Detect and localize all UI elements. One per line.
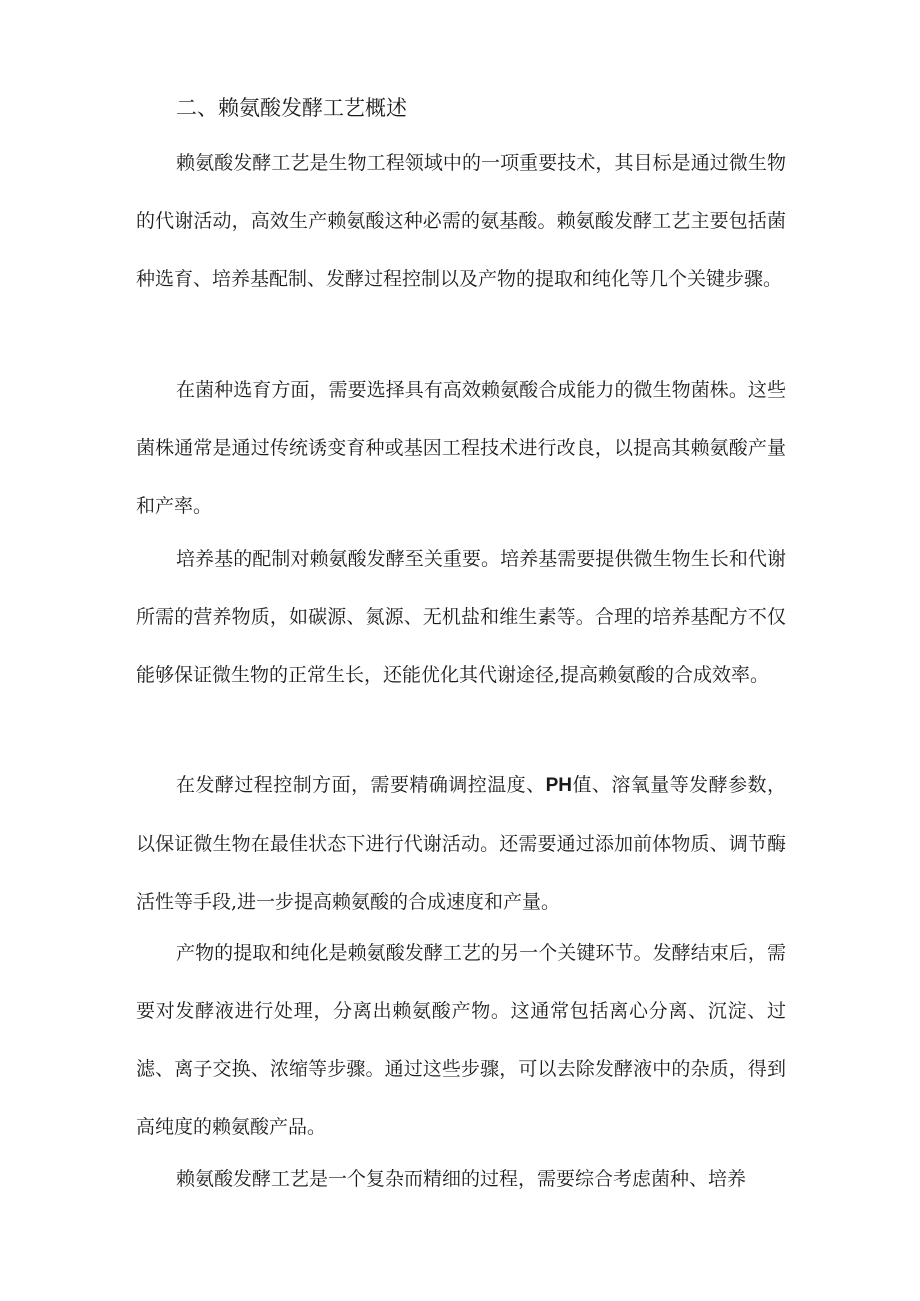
paragraph-process-control [136,756,786,931]
ph-term: PH [545,775,572,796]
section-heading: 二、赖氨酸发酵工艺概述 [176,96,407,120]
paragraph-extraction-purification: 产物的提取和纯化是赖氨酸发酵工艺的另一个关键环节。发酵结束后，需要对发酵液进行处理，分离出赖氨酸产物。这通常包括离心分离、沉淀、过滤、离子交换、浓缩等步骤。通过这些步骤，可以去除发酵液中的杂质，得到高纯度的赖氨酸产品。 [136,942,786,1138]
paragraph-medium-preparation: 培养基的配制对赖氨酸发酵至关重要。培养基需要提供微生物生长和代谢所需的营养物质，如碳源、氮源、无机盐和维生素等。合理的培养基配方不仅能够保证微生物的正常生长，还能优化其代谢途径,提高赖氨酸的合成效率。 [136,548,786,686]
paragraph-overview: 赖氨酸发酵工艺是生物工程领域中的一项重要技术，其目标是通过微生物的代谢活动，高效生产赖氨酸这种必需的氨基酸。赖氨酸发酵工艺主要包括菌种选育、培养基配制、发酵过程控制以及产物的提取和纯化等几个关键步骤。 [136,152,786,290]
paragraph-strain-selection: 在菌种选育方面，需要选择具有高效赖氨酸合成能力的微生物菌株。这些菌株通常是通过传统诱变育种或基因工程技术进行改良，以提高其赖氨酸产量和产率。 [136,379,786,517]
process-control-text-start: 在发酵过程控制方面，需要精确调控温度、 [176,774,546,796]
paragraph-summary: 赖氨酸发酵工艺是一个复杂而精细的过程，需要综合考虑菌种、培养 [176,1168,747,1190]
process-control-text-end: 值、溶氧量等发酵参数，以保证微生物在最佳状态下进行代谢活动。还需要通过添加前体物质、调节酶活性等手段,进一步提高赖氨酸的合成速度和产量。 [136,774,786,913]
